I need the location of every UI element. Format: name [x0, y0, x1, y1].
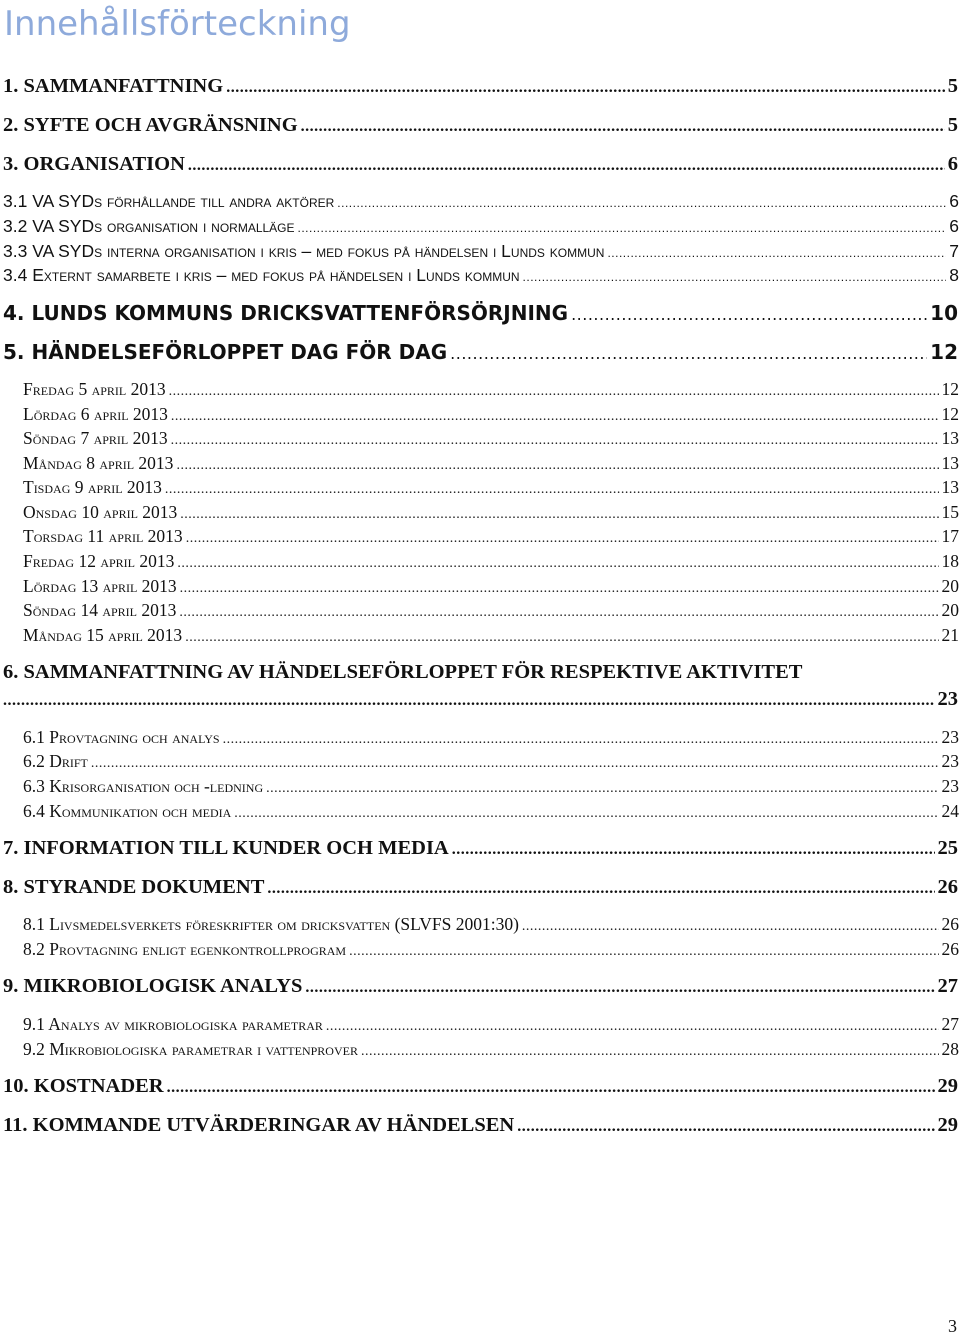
toc-entry-page: 23: [941, 727, 959, 747]
toc-entry-label: 3. ORGANISATION: [3, 153, 185, 175]
toc-entry-6-3[interactable]: [23, 775, 959, 797]
toc-entry-page: 29: [937, 1075, 958, 1097]
toc-leader-dots: [522, 916, 939, 938]
toc-entry-label: Fredag 12 april 2013: [23, 551, 175, 571]
toc-entry-day-11[interactable]: [23, 624, 959, 646]
toc-entry-label: 11. KOMMANDE UTVÄRDERINGAR AV HÄNDELSEN: [3, 1114, 515, 1136]
toc-entry-label: Onsdag 10 april 2013: [23, 502, 178, 522]
toc-entry-label: 9.2 Mikrobiologiska parametrar i vattenprover: [23, 1039, 358, 1059]
toc-entry-1[interactable]: [3, 73, 958, 99]
toc-entry-label: 1. SAMMANFATTNING: [3, 75, 224, 97]
toc-entry-3[interactable]: [3, 151, 958, 177]
toc-leader-dots: [186, 528, 939, 550]
toc-leader-dots: [91, 753, 939, 775]
toc-entry-8[interactable]: [3, 874, 958, 900]
toc-leader-dots: [523, 266, 947, 288]
toc-entry-page: 6: [949, 191, 959, 211]
toc-title: Innehållsförteckning: [4, 4, 351, 44]
toc-entry-page: 12: [941, 379, 959, 399]
toc-entry-label: 9. MIKROBIOLOGISK ANALYS: [3, 975, 303, 997]
toc-entry-3-3[interactable]: [3, 240, 959, 262]
toc-leader-dots: [165, 479, 939, 501]
toc-entry-page: 27: [937, 975, 958, 997]
toc-entry-label: 6.3 Krisorganisation och -ledning: [23, 776, 264, 796]
toc-leader-dots: [185, 627, 938, 649]
toc-entry-page: 12: [941, 404, 959, 424]
toc-entry-page: 23: [937, 688, 958, 710]
toc-leader-dots: [223, 729, 939, 751]
toc-entry-10[interactable]: [3, 1073, 958, 1099]
toc-entry-label: 6.1 Provtagning och analys: [23, 727, 220, 747]
toc-entry-9-1[interactable]: [23, 1013, 959, 1035]
toc-entry-page: 20: [941, 600, 959, 620]
toc-entry-page: 26: [941, 939, 959, 959]
toc-entry-day-3[interactable]: [23, 427, 959, 449]
toc-entry-7[interactable]: [3, 835, 958, 861]
toc-entry-page: 29: [937, 1114, 958, 1136]
toc-entry-label: 8. STYRANDE DOKUMENT: [3, 876, 265, 898]
toc-entry-day-8[interactable]: [23, 550, 959, 572]
toc-entry-label: Tisdag 9 april 2013: [23, 477, 162, 497]
toc-leader-dots: [171, 406, 939, 428]
toc-entry-page: 15: [941, 502, 959, 522]
toc-entry-label: 9.1 Analys av mikrobiologiska parametrar: [23, 1014, 323, 1034]
toc-entry-3-1[interactable]: [3, 190, 959, 212]
toc-entry-3-2[interactable]: [3, 215, 959, 237]
toc-entry-label: Söndag 14 april 2013: [23, 600, 177, 620]
toc-entry-label: Fredag 5 april 2013: [23, 379, 166, 399]
toc-entry-label: 3.1 VA SYDs förhållande till andra aktörer: [3, 191, 335, 211]
toc-entry-page: 26: [941, 914, 959, 934]
toc-entry-label: Torsdag 11 april 2013: [23, 526, 183, 546]
toc-leader-dots: [226, 75, 945, 101]
toc-entry-page: 28: [941, 1039, 959, 1059]
toc-entry-page: 24: [941, 801, 959, 821]
toc-leader-dots: [180, 504, 938, 526]
toc-entry-page: 13: [941, 453, 959, 473]
toc-entry-8-1[interactable]: [23, 913, 959, 935]
toc-leader-dots: [266, 778, 938, 800]
toc-entry-page: 6: [947, 153, 958, 175]
toc-entry-page: 27: [941, 1014, 959, 1034]
toc-entry-label: Måndag 15 april 2013: [23, 625, 183, 645]
toc-entry-page: 13: [941, 477, 959, 497]
toc-entry-label: 3.3 VA SYDs interna organisation i kris – med fokus på händelsen i Lunds kommun: [3, 241, 605, 261]
toc-entry-label: 2. SYFTE OCH AVGRÄNSNING: [3, 114, 298, 136]
toc-entry-page: 21: [941, 625, 959, 645]
toc-leader-dots: [298, 217, 947, 239]
toc-leader-dots: [180, 578, 939, 600]
toc-entry-page: 23: [941, 776, 959, 796]
toc-leader-dots: [337, 192, 946, 214]
toc-leader-dots: [171, 430, 939, 452]
toc-entry-5[interactable]: [3, 339, 958, 365]
toc-entry-label: Söndag 7 april 2013: [23, 428, 168, 448]
toc-entry-page: 17: [941, 526, 959, 546]
toc-leader-dots: [301, 114, 945, 140]
toc-leader-dots: [234, 803, 938, 825]
toc-entry-page: 5: [947, 75, 958, 97]
toc-entry-page: 8: [949, 265, 959, 285]
toc-entry-2[interactable]: [3, 112, 958, 138]
toc-leader-dots: [176, 455, 938, 477]
toc-entry-page: 26: [937, 876, 958, 898]
toc-entry-9[interactable]: [3, 973, 958, 999]
toc-entry-page: 5: [947, 114, 958, 136]
toc-entry-4[interactable]: [3, 300, 958, 326]
toc-entry-label: 10. KOSTNADER: [3, 1075, 164, 1097]
toc-entry-page: 12: [930, 340, 958, 364]
toc-leader-dots: [267, 876, 934, 902]
toc-entry-day-4[interactable]: [23, 452, 959, 474]
toc-entry-label: 5. HÄNDELSEFÖRLOPPET DAG FÖR DAG: [3, 340, 448, 364]
toc-leader-dots: [452, 837, 935, 863]
toc-entry-3-4[interactable]: [3, 264, 959, 286]
toc-entry-day-5[interactable]: [23, 476, 959, 498]
toc-leader-dots: [305, 975, 934, 1001]
toc-leader-dots: [179, 602, 938, 624]
toc-leader-dots: [3, 688, 935, 714]
toc-entry-6-label[interactable]: 6. SAMMANFATTNING AV HÄNDELSEFÖRLOPPET FÖR RESPEKTIVE AKTIVITET: [3, 661, 803, 683]
toc-entry-label: 3.4 Externt samarbete i kris – med fokus på händelsen i Lunds kommun: [3, 265, 520, 285]
toc-entry-page: 23: [941, 751, 959, 771]
toc-entry-label: 8.1 Livsmedelsverkets föreskrifter om dricksvatten (SLVFS 2001:30): [23, 914, 519, 934]
toc-entry-day-1[interactable]: [23, 378, 959, 400]
toc-entry-day-9[interactable]: [23, 575, 959, 597]
toc-leader-dots: [326, 1016, 939, 1038]
toc-entry-label: 3.2 VA SYDs organisation i normalläge: [3, 216, 295, 236]
toc-leader-dots: [571, 302, 927, 328]
toc-entry-9-2[interactable]: [23, 1038, 959, 1060]
toc-entry-6-2[interactable]: [23, 750, 959, 772]
toc-entry-day-7[interactable]: [23, 525, 959, 547]
toc-entry-label: 6.2 Drift: [23, 751, 88, 771]
toc-entry-8-2[interactable]: [23, 938, 959, 960]
toc-leader-dots: [169, 381, 939, 403]
toc-entry-page: 7: [949, 241, 959, 261]
toc-entry-label: 4. LUNDS KOMMUNS DRICKSVATTENFÖRSÖRJNING: [3, 301, 569, 325]
page-number: 3: [948, 1316, 957, 1336]
toc-entry-page: 20: [941, 576, 959, 596]
toc-entry-label: Måndag 8 april 2013: [23, 453, 174, 473]
toc-entry-page: 18: [941, 551, 959, 571]
toc-entry-6[interactable]: [3, 686, 958, 712]
toc-entry-label: Lördag 6 april 2013: [23, 404, 168, 424]
toc-leader-dots: [361, 1041, 939, 1063]
toc-entry-day-10[interactable]: [23, 599, 959, 621]
toc-leader-dots: [167, 1075, 935, 1101]
toc-leader-dots: [517, 1114, 934, 1140]
toc-entry-6-4[interactable]: [23, 800, 959, 822]
toc-entry-label: Lördag 13 april 2013: [23, 576, 177, 596]
toc-leader-dots: [349, 941, 938, 963]
toc-entry-day-2[interactable]: [23, 403, 959, 425]
toc-leader-dots: [607, 242, 946, 264]
toc-entry-page: 6: [949, 216, 959, 236]
toc-leader-dots: [188, 153, 945, 179]
toc-entry-page: 13: [941, 428, 959, 448]
toc-leader-dots: [450, 341, 927, 367]
toc-entry-11[interactable]: [3, 1112, 958, 1138]
toc-entry-day-6[interactable]: [23, 501, 959, 523]
toc-entry-label: 6.4 Kommunikation och media: [23, 801, 232, 821]
toc-entry-page: 10: [930, 301, 958, 325]
toc-entry-label: 7. INFORMATION TILL KUNDER OCH MEDIA: [3, 837, 449, 859]
toc-entry-6-1[interactable]: [23, 726, 959, 748]
toc-leader-dots: [177, 553, 938, 575]
toc-entry-label: 8.2 Provtagning enligt egenkontrollprogram: [23, 939, 347, 959]
toc-entry-page: 25: [937, 837, 958, 859]
